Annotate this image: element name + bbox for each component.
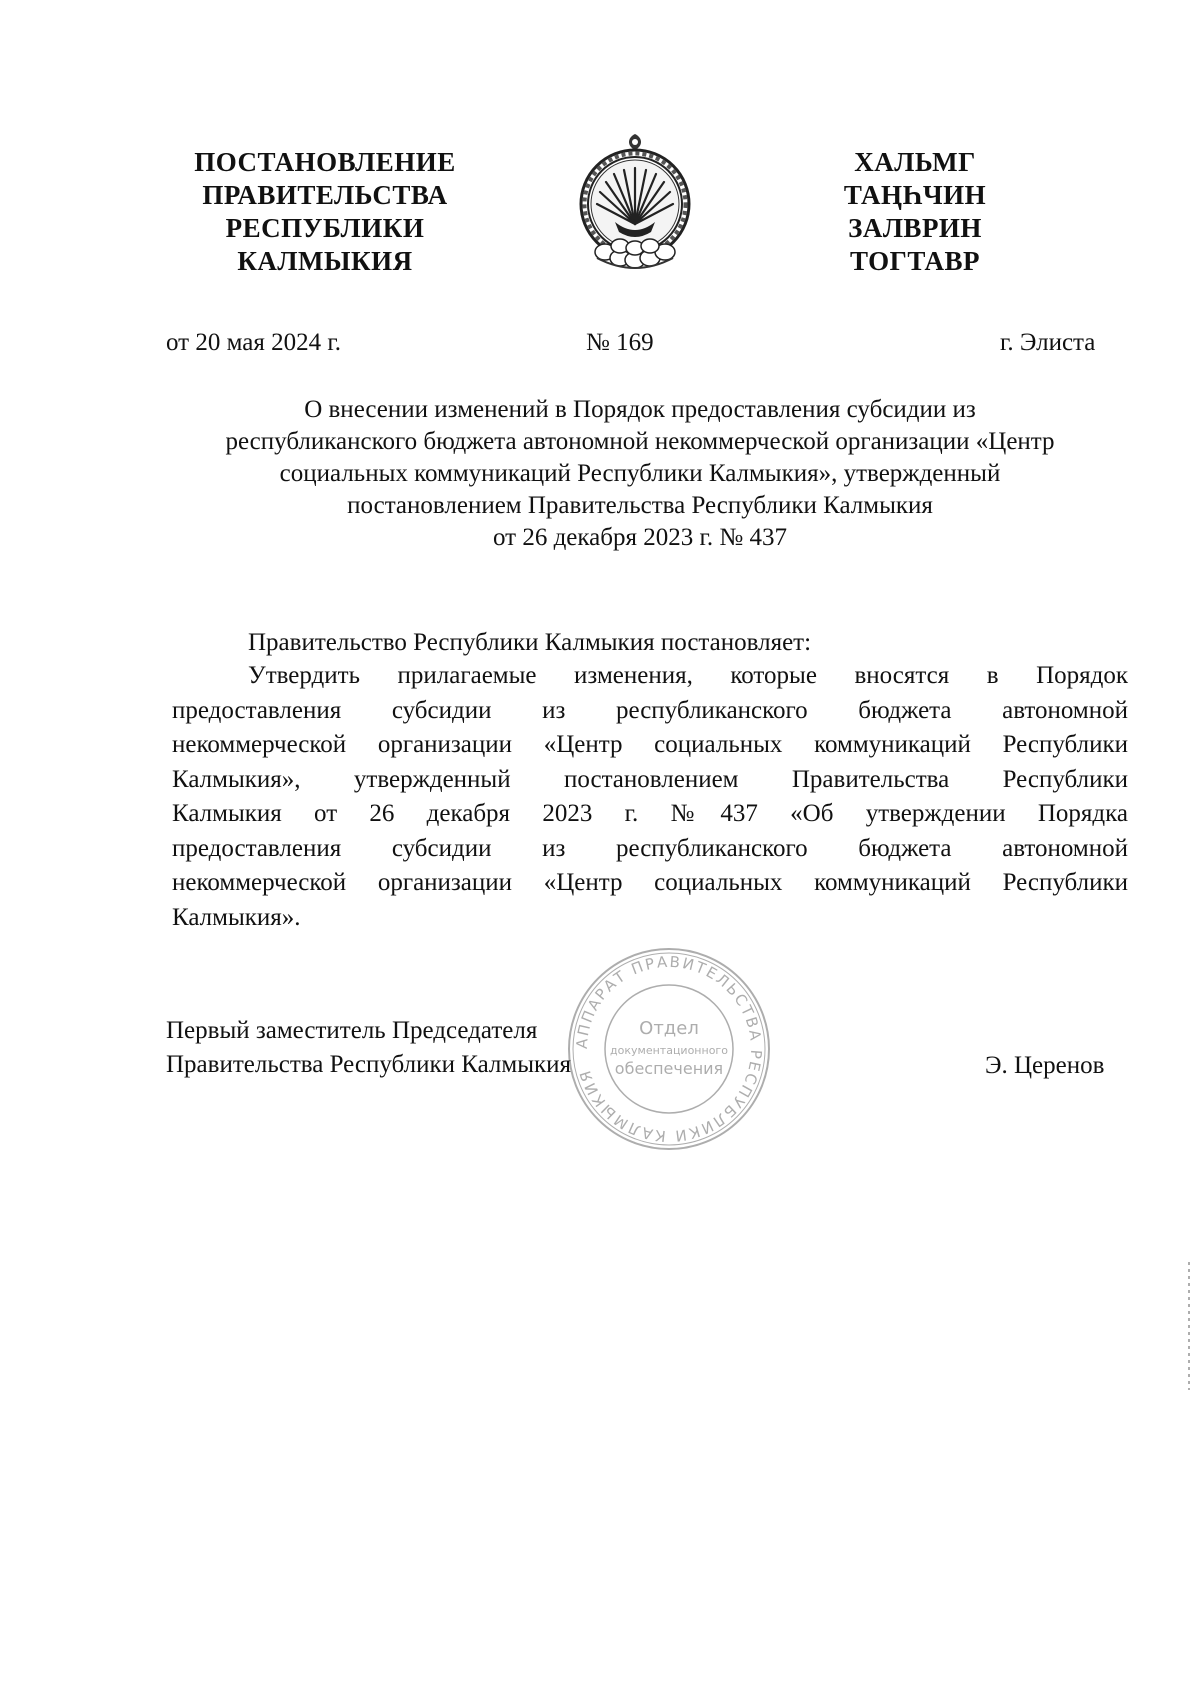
title-line: социальных коммуникаций Республики Калмыкия», утвержденный xyxy=(279,460,1001,487)
title-line: республиканского бюджета автономной некоммерческой организации «Центр xyxy=(225,428,1055,455)
title-line: О внесении изменений в Порядок предоставления субсидии из xyxy=(304,396,976,423)
body-line: Калмыкия», утвержденный постановлением Правительства Республики xyxy=(172,765,1128,793)
document-date: от 20 мая 2024 г. xyxy=(166,329,342,356)
stamp-center-line: обеспечения xyxy=(614,1059,724,1078)
scan-edge-artifact xyxy=(1188,1262,1190,1390)
body-line: некоммерческой организации «Центр социальных коммуникаций Республики xyxy=(172,869,1128,896)
header-left-line: ПРАВИТЕЛЬСТВА xyxy=(202,180,448,210)
body-line: Утвердить прилагаемые изменения, которые вносятся в Порядок xyxy=(248,662,1128,689)
body-line: предоставления субсидии из республиканского бюджета автономной xyxy=(172,834,1128,862)
document-title xyxy=(160,394,1120,554)
header-right-line: ТОГТАВР xyxy=(850,246,980,276)
title-line: постановлением Правительства Республики Калмыкия xyxy=(347,492,933,519)
signature-title-line: Правительства Республики Калмыкия xyxy=(166,1051,572,1078)
stamp-center-line: Отдел xyxy=(639,1018,699,1039)
header-right-line: ЗАЛВРИН xyxy=(848,213,982,243)
signature-title xyxy=(166,1014,571,1082)
document-number: № 169 xyxy=(586,329,654,356)
header-title-kalmyk xyxy=(820,146,1010,278)
coat-of-arms-icon xyxy=(575,132,695,280)
body-intro: Правительство Республики Калмыкия постановляет: xyxy=(248,629,812,656)
body-line: Калмыкия от 26 декабря 2023 г. №437 «Об утверждении Порядка xyxy=(172,800,1128,827)
header-right-line: ТАҢҺЧИН xyxy=(843,180,987,210)
body-line: некоммерческой организации «Центр социальных коммуникаций Республики xyxy=(172,731,1128,758)
document-city: г. Элиста xyxy=(1000,329,1096,356)
body-line: предоставления субсидии из республиканского бюджета автономной xyxy=(172,696,1128,724)
stamp-center-line: документационного xyxy=(610,1044,728,1057)
signature-title-line: Первый заместитель Председателя xyxy=(166,1017,538,1044)
title-line: от 26 декабря 2023 г. № 437 xyxy=(492,524,788,551)
header-left-line: КАЛМЫКИЯ xyxy=(237,246,413,276)
header-left-line: РЕСПУБЛИКИ xyxy=(225,213,425,243)
body-line: Калмыкия». xyxy=(172,903,301,931)
stamp-ring-text: АППАРАТ ПРАВИТЕЛЬСТВА РЕСПУБЛИКИ КАЛМЫКИЯ xyxy=(572,952,766,1146)
header-title-russian xyxy=(180,146,470,278)
header-right-line: ХАЛЬМГ xyxy=(854,147,976,177)
body-paragraph xyxy=(172,659,1128,935)
official-stamp xyxy=(566,946,772,1152)
signature-name: Э. Церенов xyxy=(985,1052,1105,1079)
header-left-line: ПОСТАНОВЛЕНИЕ xyxy=(194,147,456,177)
